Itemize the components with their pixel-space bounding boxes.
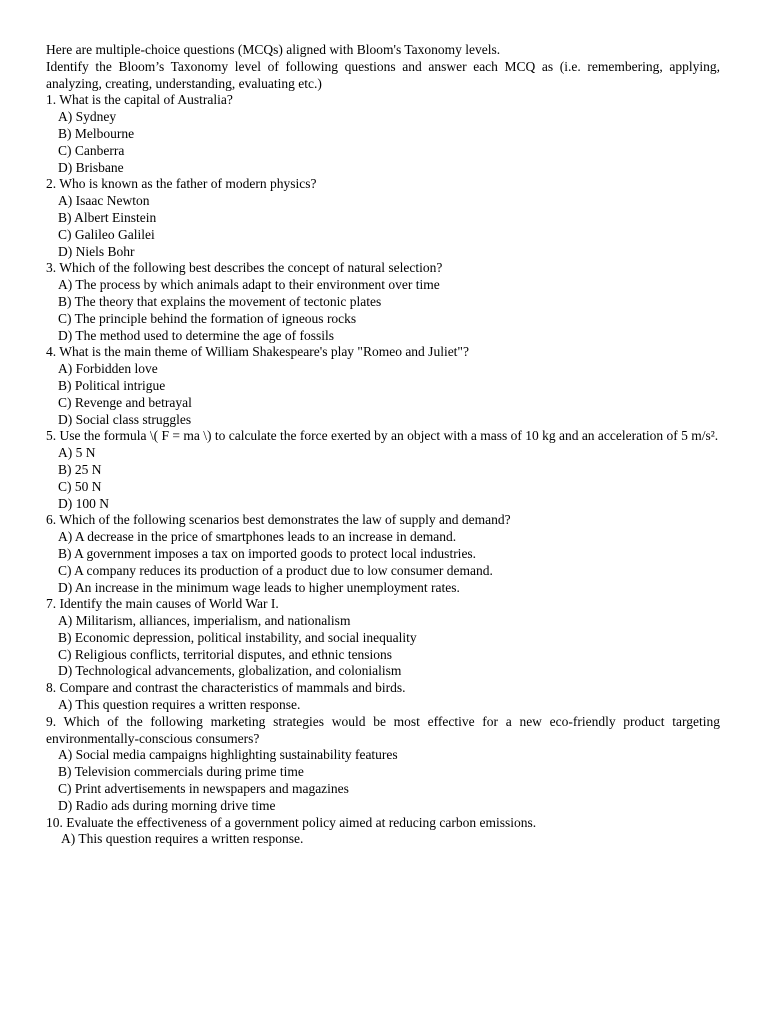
question-block (46, 92, 720, 176)
question-text: 4. What is the main theme of William Shakespeare's play "Romeo and Juliet"? (46, 344, 469, 360)
answer-option: C) Canberra (58, 142, 125, 158)
question-text: 3. Which of the following best describes the concept of natural selection? (46, 260, 443, 276)
answer-option: D) Social class struggles (58, 411, 192, 427)
answer-option: B) Albert Einstein (58, 209, 157, 225)
question-text: 7. Identify the main causes of World War I. (46, 596, 279, 612)
document-page (46, 42, 720, 848)
answer-option: B) Television commercials during prime time (58, 764, 304, 780)
question-text: 8. Compare and contrast the characteristics of mammals and birds. (46, 680, 406, 696)
answer-option: D) The method used to determine the age of fossils (58, 327, 335, 343)
answer-option: A) Sydney (58, 109, 117, 125)
intro-instructions: Identify the Bloom’s Taxonomy level of following questions and answer each MCQ as (i.e. remembering, applying, analyzing, creating, understanding, evaluating etc.) (46, 58, 720, 91)
answer-option: A) The process by which animals adapt to their environment over time (58, 277, 440, 293)
question-block (46, 344, 720, 428)
option-list (46, 361, 720, 428)
answer-option: B) Political intrigue (58, 377, 166, 393)
answer-option: A) Forbidden love (58, 361, 158, 377)
question-block (46, 512, 720, 596)
option-list (46, 831, 720, 848)
answer-option: A) Social media campaigns highlighting sustainability features (58, 747, 398, 763)
option-list (46, 529, 720, 596)
answer-option: A) This question requires a written response. (61, 831, 304, 847)
answer-option: C) 50 N (58, 478, 102, 494)
question-text: 10. Evaluate the effectiveness of a government policy aimed at reducing carbon emissions. (46, 814, 537, 830)
answer-option: D) Technological advancements, globalization, and colonialism (58, 663, 402, 679)
option-list (46, 277, 720, 344)
option-list (46, 445, 720, 512)
answer-option: C) Revenge and betrayal (58, 394, 192, 410)
answer-option: B) Melbourne (58, 125, 135, 141)
question-block (46, 260, 720, 344)
answer-option: D) An increase in the minimum wage leads to higher unemployment rates. (58, 579, 460, 595)
answer-option: A) 5 N (58, 445, 96, 461)
option-list (46, 747, 720, 814)
answer-option: A) A decrease in the price of smartphones leads to an increase in demand. (58, 529, 457, 545)
question-text: 6. Which of the following scenarios best demonstrates the law of supply and demand? (46, 512, 511, 528)
option-list (46, 193, 720, 260)
answer-option: D) 100 N (58, 495, 109, 511)
question-block (46, 815, 720, 849)
question-text: 2. Who is known as the father of modern physics? (46, 176, 317, 192)
answer-option: D) Niels Bohr (58, 243, 135, 259)
answer-option: C) Print advertisements in newspapers and magazines (58, 781, 349, 797)
answer-option: B) A government imposes a tax on imported goods to protect local industries. (58, 545, 477, 561)
option-list (46, 109, 720, 176)
answer-option: B) The theory that explains the movement of tectonic plates (58, 293, 382, 309)
question-text: 9. Which of the following marketing strategies would be most effective for a new eco-friendly product targeting environmentally-conscious consumers? (46, 713, 720, 746)
question-block (46, 428, 720, 512)
option-list (46, 613, 720, 680)
intro-heading: Here are multiple-choice questions (MCQs) aligned with Bloom's Taxonomy levels. (46, 42, 501, 57)
question-block (46, 176, 720, 260)
answer-option: D) Brisbane (58, 159, 124, 175)
question-text: 1. What is the capital of Australia? (46, 92, 233, 108)
question-block (46, 596, 720, 680)
option-list (46, 697, 720, 714)
answer-option: B) 25 N (58, 461, 102, 477)
answer-option: A) Isaac Newton (58, 193, 150, 209)
answer-option: A) This question requires a written response. (58, 697, 301, 713)
question-block (46, 680, 720, 714)
answer-option: B) Economic depression, political instability, and social inequality (58, 629, 417, 645)
answer-option: C) A company reduces its production of a product due to low consumer demand. (58, 562, 493, 578)
answer-option: C) The principle behind the formation of igneous rocks (58, 310, 357, 326)
question-list (46, 92, 720, 848)
answer-option: D) Radio ads during morning drive time (58, 797, 276, 813)
answer-option: A) Militarism, alliances, imperialism, and nationalism (58, 613, 351, 629)
answer-option: C) Galileo Galilei (58, 226, 155, 242)
answer-option: C) Religious conflicts, territorial disputes, and ethnic tensions (58, 646, 393, 662)
question-block (46, 714, 720, 815)
question-text: 5. Use the formula \( F = ma \) to calculate the force exerted by an object with a mass of 10 kg and an acceleration of 5 m/s². (46, 428, 719, 444)
